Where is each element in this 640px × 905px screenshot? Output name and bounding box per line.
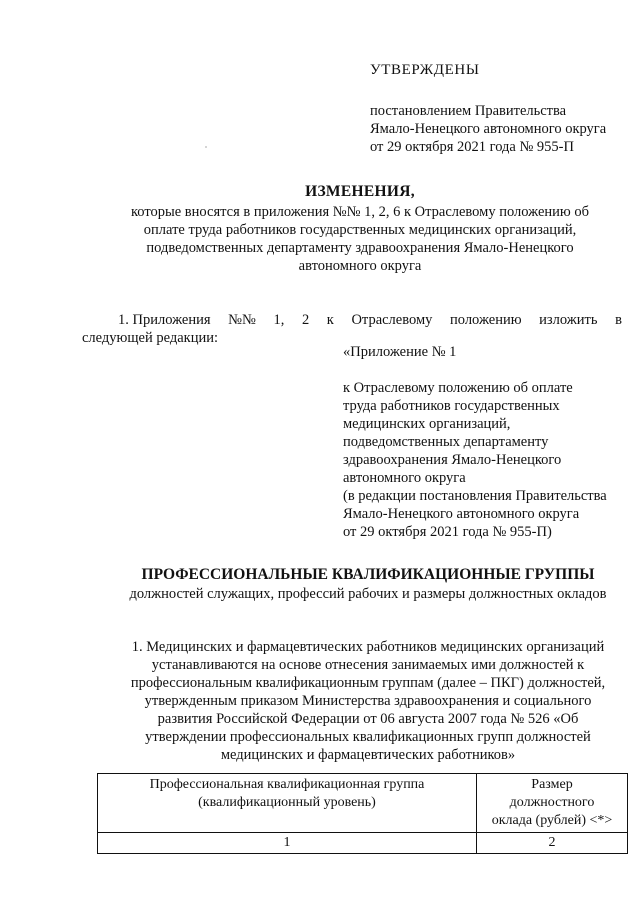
item-1-word: положению xyxy=(450,312,522,328)
table-header-line: оклада (рублей) <*> xyxy=(491,813,613,828)
table-column-number: 2 xyxy=(477,833,628,854)
approval-line: Ямало-Ненецкого автономного округа xyxy=(370,121,607,137)
table-header-salary xyxy=(477,774,628,833)
section-1-line: развития Российской Федерации от 06 августа 2007 года № 526 «Об xyxy=(157,711,579,727)
table-row xyxy=(98,833,628,854)
item-1-word: к xyxy=(326,312,334,328)
approval-details xyxy=(370,102,606,156)
section-1-text xyxy=(100,638,636,764)
item-1-word: №№ xyxy=(228,312,256,328)
item-1-word: изложить xyxy=(539,312,598,328)
item-1-word: 1. Приложения xyxy=(118,312,211,328)
appendix-line: здравоохранения Ямало-Ненецкого xyxy=(343,452,562,468)
appendix-line: автономного округа xyxy=(343,470,466,486)
item-1-word: 2 xyxy=(301,312,310,328)
item-1-word: в xyxy=(615,312,622,328)
pkg-subtitle: должностей служащих, профессий рабочих и размеры должностных окладов xyxy=(129,586,607,602)
approval-title: УТВЕРЖДЕНЫ xyxy=(370,62,480,78)
changes-subtitle-line: автономного округа xyxy=(298,258,422,274)
pkg-title: ПРОФЕССИОНАЛЬНЫЕ КВАЛИФИКАЦИОННЫЕ ГРУППЫ xyxy=(141,566,595,583)
scan-speck xyxy=(205,146,207,148)
appendix-line: Ямало-Ненецкого автономного округа xyxy=(343,506,580,522)
appendix-details xyxy=(343,379,607,541)
appendix-line: медицинских организаций, xyxy=(343,416,511,432)
section-1-line: медицинских и фармацевтических работников» xyxy=(220,747,516,763)
changes-subtitle-line: которые вносятся в приложения №№ 1, 2, 6 к Отраслевому положению об xyxy=(130,204,590,220)
item-1-word: 1, xyxy=(273,312,285,328)
changes-subtitle-line: подведомственных департаменту здравоохранения Ямало-Ненецкого xyxy=(146,240,574,256)
section-1-line: 1. Медицинских и фармацевтических работников медицинских организаций xyxy=(131,639,605,655)
item-1-word: Отраслевому xyxy=(351,312,433,328)
item-1-paragraph xyxy=(82,311,622,347)
table-column-number: 1 xyxy=(98,833,477,854)
changes-subtitle-line: оплате труда работников государственных медицинских организаций, xyxy=(143,222,577,238)
appendix-line: к Отраслевому положению об оплате xyxy=(343,380,573,396)
approval-line: от 29 октября 2021 года № 955-П xyxy=(370,139,574,155)
section-1-line: профессиональным квалификационным группам (далее – ПКГ) должностей, xyxy=(130,675,606,691)
table-header-line: должностного xyxy=(509,795,595,810)
appendix-line: подведомственных департаменту xyxy=(343,434,549,450)
table-header-group xyxy=(98,774,477,833)
section-1-line: утвержденным приказом Министерства здравоохранения и социального xyxy=(144,693,592,709)
changes-subtitle xyxy=(95,203,625,275)
appendix-line: труда работников государственных xyxy=(343,398,560,414)
item-1-line-1 xyxy=(82,311,622,329)
salary-table xyxy=(97,773,628,854)
section-1-line: утверждении профессиональных квалификационных групп должностей xyxy=(145,729,591,745)
table-header-line: (квалификационный уровень) xyxy=(198,795,376,810)
section-1-line: устанавливаются на основе отнесения занимаемых ими должностей к xyxy=(151,657,585,673)
changes-title: ИЗМЕНЕНИЯ, xyxy=(305,183,415,200)
appendix-line: от 29 октября 2021 года № 955-П) xyxy=(343,524,552,540)
appendix-title: «Приложение № 1 xyxy=(343,344,457,360)
table-header-line: Профессиональная квалификационная группа xyxy=(149,777,425,792)
table-header-row xyxy=(98,774,628,833)
approval-line: постановлением Правительства xyxy=(370,103,567,119)
item-1-line-2: следующей редакции: xyxy=(82,330,219,346)
appendix-line: (в редакции постановления Правительства xyxy=(343,488,607,504)
table-header-line: Размер xyxy=(531,777,573,792)
